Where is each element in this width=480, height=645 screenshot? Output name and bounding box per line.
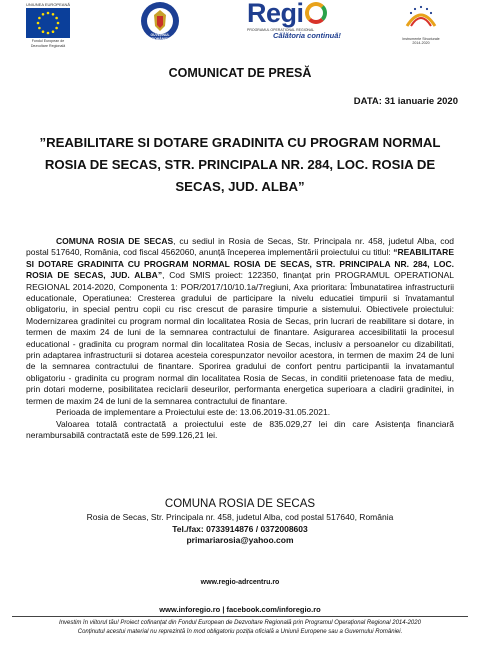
paragraph-details: , Cod SMIS proiect: 122350, finanțat prin PROGRAMUL OPERATIONAL REGIONAL 2014-2020, Componenta 1: POR/2017/10/10.1a/7regiuni, Axa prioritara: Îmbunatatirea infrastructurii educationale, Operatiunea: Cresterea gradului de participare la nivelu educatiei timpurii si învatamantul obligatoriu, in special pentru copii cu risc crescut de parasire timpurie a sistemului. Obiectivele proiectului: Modernizarea gradinitei cu program normal din localitatea Rosia de Secas, prin lucrari de reabilitare si dotare, in termen de maxim 24 de luni de la semnarea contractului de finantare. Asigurarea accesibilitatii la procesul educational - gradinita cu program normal din localitatea Rosia de Secas, inclusiv a persoanelor cu dizabilitati, prin adaptarea infrastructurii si dotarea acesteia corespunzator nevoilor acestora, in termen de maxim 24 de luni de la semnarea contractului de finantare. Sporirea gradului de confort pentru participantii la invatamantul obligatoriu - gradinita cu program normal din localitatea Rosia de Secas, in conditii prietenoase fata de mediu, prin dotari moderne, posibilitatea reciclarii deseurilor, performanta energetica superioara a cladirii gradinitei, in termen de maxim 24 de luni de la semnarea contractului de finantare.	[26, 270, 454, 406]
eu-logo	[8, 2, 88, 48]
disclaimer-line-2: Conținutul acestui material nu reprezintă în mod obligatoriu poziția oficială a Uniunii Europene sau a Guvernului României.	[77, 629, 403, 635]
regio-wordmark	[247, 0, 367, 27]
regio-logo	[247, 0, 367, 46]
release-date: DATA: 31 ianuarie 2020	[353, 96, 458, 107]
regio-o-icon	[305, 2, 327, 24]
inforegio-links[interactable]: www.inforegio.ro | facebook.com/inforegio.ro	[159, 605, 321, 614]
structural-instruments-logo	[393, 2, 449, 45]
structural-caption-1: Instrumente Structurale	[402, 37, 440, 41]
eu-fund-line-2: Dezvoltare Regională	[30, 43, 66, 48]
contact-block	[0, 497, 480, 547]
contact-address: Rosia de Secas, Str. Principala nr. 458, judetul Alba, cod postal 517640, România	[86, 512, 394, 522]
press-release-heading: COMUNICAT DE PRESĂ	[168, 66, 312, 80]
regio-website-link[interactable]: www.regio-adrcentru.ro	[200, 579, 280, 586]
regio-word: Regi	[247, 0, 304, 28]
logo-bar	[0, 0, 480, 52]
organization-name: COMUNA ROSIA DE SECAS	[56, 236, 174, 246]
contact-organization: COMUNA ROSIA DE SECAS	[164, 498, 316, 510]
contact-phone: Tel./fax: 0733914876 / 0372008603	[172, 523, 308, 534]
funding-disclaimer	[0, 619, 480, 637]
disclaimer-line-1: Investim în viitorul tău! Proiect cofinanțat din Fondul European de Dezvoltare Regională prin Programul Operațional Regional 2014-2020	[59, 620, 421, 626]
paragraph-period: Perioada de implementare a Proiectului este de: 13.06.2019-31.05.2021.	[56, 407, 331, 418]
eu-caption: UNIUNEA EUROPEANĂ	[25, 2, 70, 7]
press-release-body	[26, 236, 454, 441]
government-caption: GUVERNUL ROMÂNIEI	[150, 33, 170, 41]
structural-instruments-icon	[403, 2, 439, 32]
government-logo	[140, 0, 180, 46]
regio-tagline: Călătoria continuă!	[273, 31, 341, 40]
paragraph-intro: , cu sediul in Rosia de Secas, Str. Principala nr. 458, judetul Alba, cod postal 517640, România, cod fiscal 4562060, anunță începerea implementării proiectului cu titlul:	[26, 236, 454, 258]
regio-program-label: PROGRAMUL OPERAȚIONAL REGIONAL	[247, 28, 315, 32]
paragraph-description	[26, 236, 454, 407]
project-title: ”REABILITARE SI DOTARE GRADINITA CU PROGRAM NORMAL ROSIA DE SECAS, STR. PRINCIPALA NR. 284, LOC. ROSIA DE SECAS, JUD. ALBA”	[39, 135, 441, 194]
structural-caption-2: 2014-2020	[412, 41, 430, 46]
contact-email[interactable]: primariarosia@yahoo.com	[186, 535, 294, 546]
paragraph-value: Valoarea totală contractată a proiectului este de 835.029,27 lei din care Asistența financiară nerambursabilă contractată este de 599.126,21 lei.	[26, 418, 454, 440]
project-title-inline: “REABILITARE SI DOTARE GRADINITA CU PROGRAM NORMAL ROSIA DE SECAS, STR. PRINCIPALA NR. 284, LOC. ROSIA DE SECAS, JUD. ALBA”	[26, 247, 454, 281]
footer-divider	[12, 616, 468, 617]
eu-fund-line-1: Fondul European de	[31, 39, 65, 43]
eu-flag-icon	[26, 8, 70, 38]
